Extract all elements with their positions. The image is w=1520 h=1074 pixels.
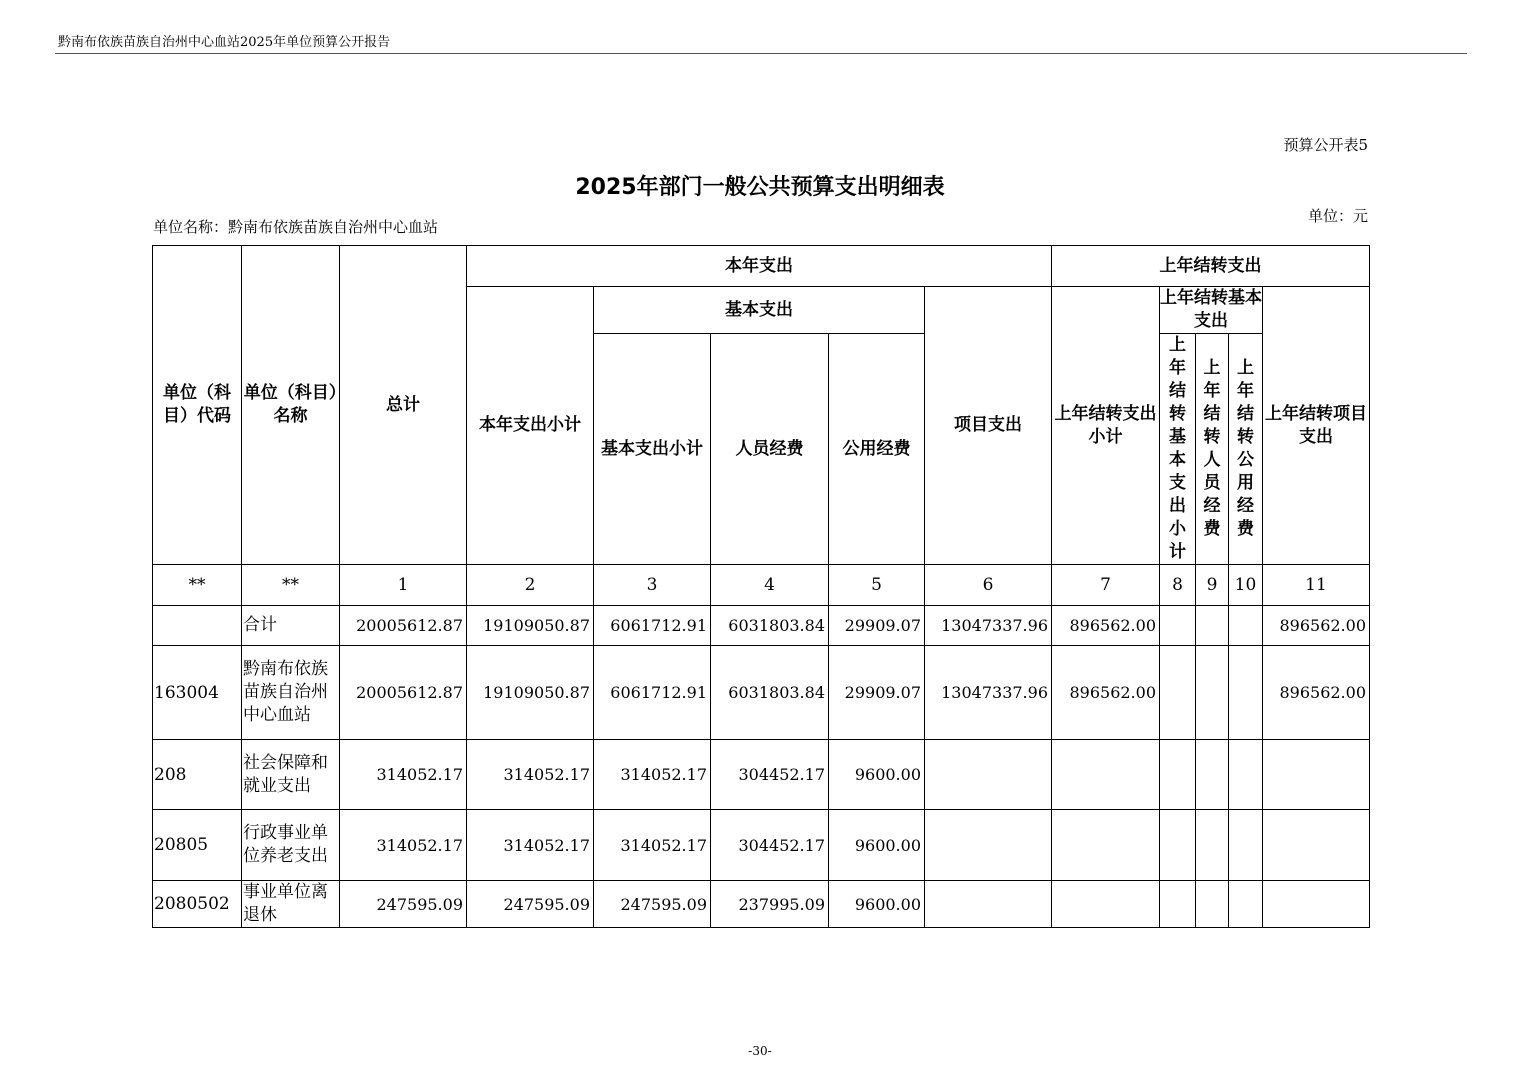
table-row (153, 606, 1370, 646)
cell-prior-public (1229, 740, 1263, 810)
row-code (153, 606, 242, 646)
header-prior-public-text: 上年结转公用经费 (1237, 358, 1254, 539)
unit-label: 单位：元 (1307, 207, 1368, 225)
cell-prior-public (1229, 810, 1263, 881)
cell-current-subtotal: 19109050.87 (467, 606, 594, 646)
cell-prior-basic-subtotal (1160, 810, 1196, 881)
cell-personnel: 6031803.84 (711, 646, 829, 740)
index-cell: 9 (1196, 565, 1229, 606)
row-code: 2080502 (153, 881, 242, 928)
index-cell: 5 (829, 565, 925, 606)
cell-prior-personnel (1196, 606, 1229, 646)
cell-prior-basic-subtotal (1160, 881, 1196, 928)
cell-prior-project (1263, 810, 1370, 881)
header-basic: 基本支出 (594, 287, 925, 334)
header-prior-public (1229, 334, 1263, 565)
header-prior-personnel-text: 上年结转人员经费 (1203, 358, 1221, 539)
page-title: 2025年部门一般公共预算支出明细表 (575, 175, 945, 200)
header-prior-subtotal: 上年结转支出小计 (1052, 287, 1160, 565)
header-prior-basic: 上年结转基本支出 (1160, 287, 1263, 334)
cell-prior-project: 896562.00 (1263, 606, 1370, 646)
budget-table (152, 245, 1370, 928)
index-cell: 8 (1160, 565, 1196, 606)
cell-basic-subtotal: 314052.17 (594, 810, 711, 881)
index-cell: 1 (340, 565, 467, 606)
page-header: 黔南布依族苗族自治州中心血站2025年单位预算公开报告 (58, 35, 391, 50)
cell-prior-basic-subtotal (1160, 606, 1196, 646)
cell-current-subtotal: 314052.17 (467, 810, 594, 881)
index-cell: 6 (925, 565, 1052, 606)
row-name: 事业单位离退休 (242, 881, 340, 928)
header-current-year: 本年支出 (467, 246, 1052, 287)
index-cell: 7 (1052, 565, 1160, 606)
cell-basic-subtotal: 6061712.91 (594, 606, 711, 646)
cell-public-funds: 9600.00 (829, 881, 925, 928)
row-name: 行政事业单位养老支出 (242, 810, 340, 881)
cell-project (925, 881, 1052, 928)
cell-project: 13047337.96 (925, 606, 1052, 646)
header-basic-subtotal: 基本支出小计 (594, 334, 711, 565)
header-rule (55, 53, 1467, 54)
cell-prior-subtotal (1052, 881, 1160, 928)
cell-total: 314052.17 (340, 740, 467, 810)
cell-prior-public (1229, 606, 1263, 646)
cell-project (925, 810, 1052, 881)
table-row (153, 646, 1370, 740)
cell-public-funds: 9600.00 (829, 740, 925, 810)
cell-public-funds: 29909.07 (829, 646, 925, 740)
cell-prior-project (1263, 740, 1370, 810)
cell-public-funds: 9600.00 (829, 810, 925, 881)
cell-personnel: 304452.17 (711, 810, 829, 881)
cell-prior-subtotal: 896562.00 (1052, 646, 1160, 740)
row-code: 163004 (153, 646, 242, 740)
cell-prior-subtotal: 896562.00 (1052, 606, 1160, 646)
row-name: 合计 (242, 606, 340, 646)
cell-prior-personnel (1196, 740, 1229, 810)
index-cell: 2 (467, 565, 594, 606)
cell-prior-basic-subtotal (1160, 646, 1196, 740)
row-name: 黔南布依族苗族自治州中心血站 (242, 646, 340, 740)
cell-prior-personnel (1196, 881, 1229, 928)
cell-prior-project (1263, 881, 1370, 928)
cell-prior-subtotal (1052, 810, 1160, 881)
index-cell: ** (242, 565, 340, 606)
table-number: 预算公开表5 (1283, 136, 1368, 154)
cell-prior-basic-subtotal (1160, 740, 1196, 810)
header-public-funds: 公用经费 (829, 334, 925, 565)
header-name: 单位（科目）名称 (242, 246, 340, 565)
cell-project (925, 740, 1052, 810)
header-total: 总计 (340, 246, 467, 565)
table-row (153, 810, 1370, 881)
header-prior-year: 上年结转支出 (1052, 246, 1370, 287)
cell-current-subtotal: 314052.17 (467, 740, 594, 810)
header-prior-basic-subtotal (1160, 334, 1196, 565)
cell-total: 314052.17 (340, 810, 467, 881)
cell-personnel: 304452.17 (711, 740, 829, 810)
header-code: 单位（科目）代码 (153, 246, 242, 565)
row-name: 社会保障和就业支出 (242, 740, 340, 810)
cell-basic-subtotal: 247595.09 (594, 881, 711, 928)
unit-name: 单位名称：黔南布依族苗族自治州中心血站 (153, 218, 439, 236)
cell-public-funds: 29909.07 (829, 606, 925, 646)
index-cell: 11 (1263, 565, 1370, 606)
cell-prior-subtotal (1052, 740, 1160, 810)
index-cell: 10 (1229, 565, 1263, 606)
cell-total: 20005612.87 (340, 646, 467, 740)
cell-personnel: 6031803.84 (711, 606, 829, 646)
header-prior-personnel (1196, 334, 1229, 565)
cell-current-subtotal: 19109050.87 (467, 646, 594, 740)
header-project: 项目支出 (925, 287, 1052, 565)
header-personnel: 人员经费 (711, 334, 829, 565)
cell-current-subtotal: 247595.09 (467, 881, 594, 928)
cell-prior-public (1229, 881, 1263, 928)
cell-prior-personnel (1196, 646, 1229, 740)
table-row (153, 740, 1370, 810)
table-row (153, 881, 1370, 928)
cell-personnel: 237995.09 (711, 881, 829, 928)
row-code: 20805 (153, 810, 242, 881)
index-cell: 4 (711, 565, 829, 606)
cell-project: 13047337.96 (925, 646, 1052, 740)
cell-prior-project: 896562.00 (1263, 646, 1370, 740)
header-prior-basic-subtotal-text: 上年结转基本支出小计 (1169, 335, 1186, 562)
index-cell: ** (153, 565, 242, 606)
index-cell: 3 (594, 565, 711, 606)
cell-basic-subtotal: 314052.17 (594, 740, 711, 810)
cell-prior-public (1229, 646, 1263, 740)
page-number: -30- (748, 1044, 772, 1058)
row-code: 208 (153, 740, 242, 810)
cell-total: 20005612.87 (340, 606, 467, 646)
header-prior-project: 上年结转项目支出 (1263, 287, 1370, 565)
cell-total: 247595.09 (340, 881, 467, 928)
cell-prior-personnel (1196, 810, 1229, 881)
header-current-subtotal: 本年支出小计 (467, 287, 594, 565)
cell-basic-subtotal: 6061712.91 (594, 646, 711, 740)
